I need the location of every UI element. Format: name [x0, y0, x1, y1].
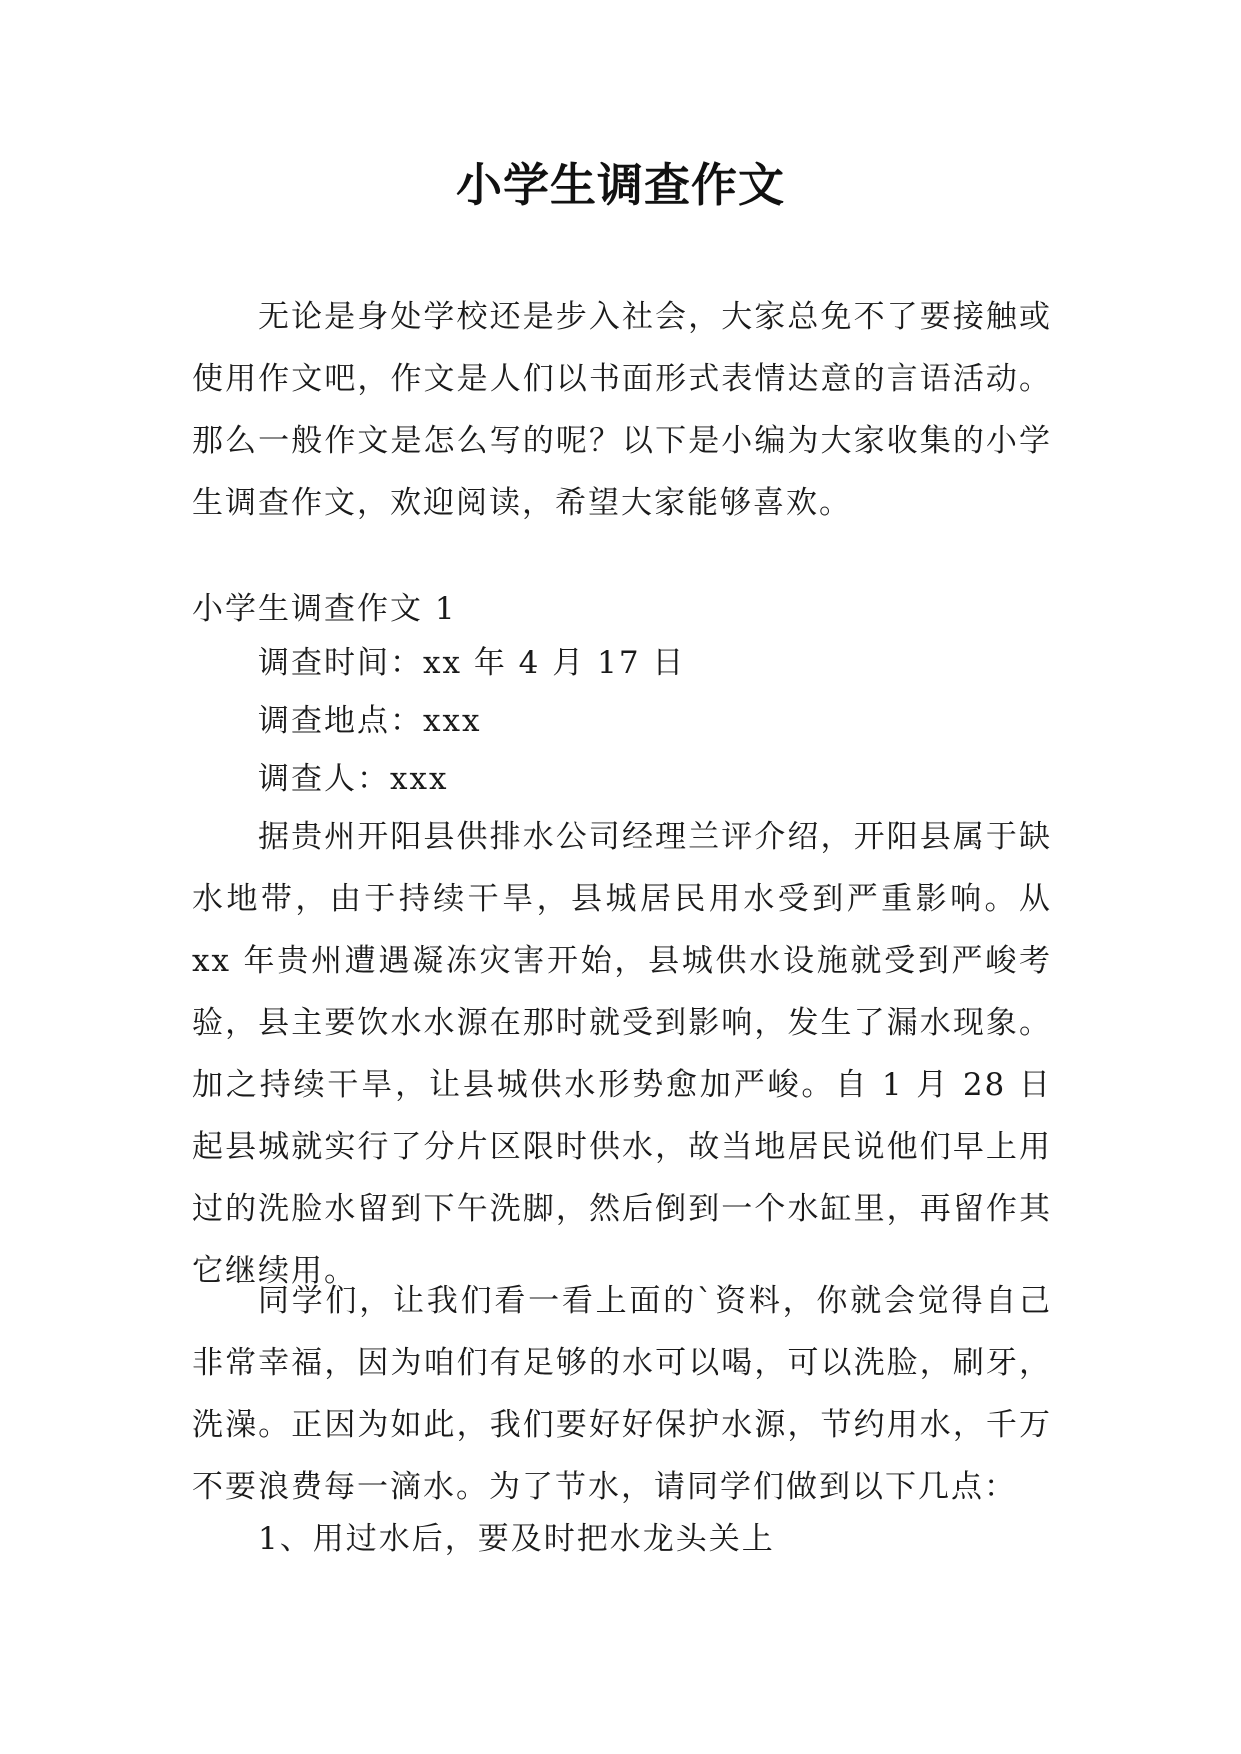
body-paragraph: 同学们，让我们看一看上面的`资料，你就会觉得自己非常幸福，因为咱们有足够的水可以喝，可以洗脸，刷牙，洗澡。正因为如此，我们要好好保护水源，节约用水，千万不要浪费每一滴水。为了节水，请同学们做到以下几点：	[192, 1283, 1052, 1505]
body-paragraph: 据贵州开阳县供排水公司经理兰评介绍，开阳县属于缺水地带，由于持续干旱，县城居民用水受到严重影响。从 xx 年贵州遭遇凝冻灾害开始，县城供水设施就受到严峻考验，县主要饮水水源在那时就受到影响，发生了漏水现象。加之持续干旱，让县城供水形势愈加严峻。自 1 月 28 日起县城就实行了分片区限时供水，故当地居民说他们早上用过的洗脸水留到下午洗脚，然后倒到一个水缸里，再留作其它继续用。	[192, 819, 1052, 1289]
intro-paragraph: 无论是身处学校还是步入社会，大家总免不了要接触或使用作文吧，作文是人们以书面形式表情达意的言语活动。那么一般作文是怎么写的呢？以下是小编为大家收集的小学生调查作文，欢迎阅读，希望大家能够喜欢。	[192, 299, 1052, 521]
survey-person: 调查人：xxx	[258, 761, 449, 797]
page-title: 小学生调查作文	[456, 158, 785, 212]
survey-time: 调查时间：xx 年 4 月 17 日	[258, 645, 686, 681]
section-heading: 小学生调查作文 1	[192, 591, 457, 627]
list-item: 1、用过水后，要及时把水龙头关上	[258, 1521, 775, 1557]
survey-place: 调查地点：xxx	[258, 703, 482, 739]
